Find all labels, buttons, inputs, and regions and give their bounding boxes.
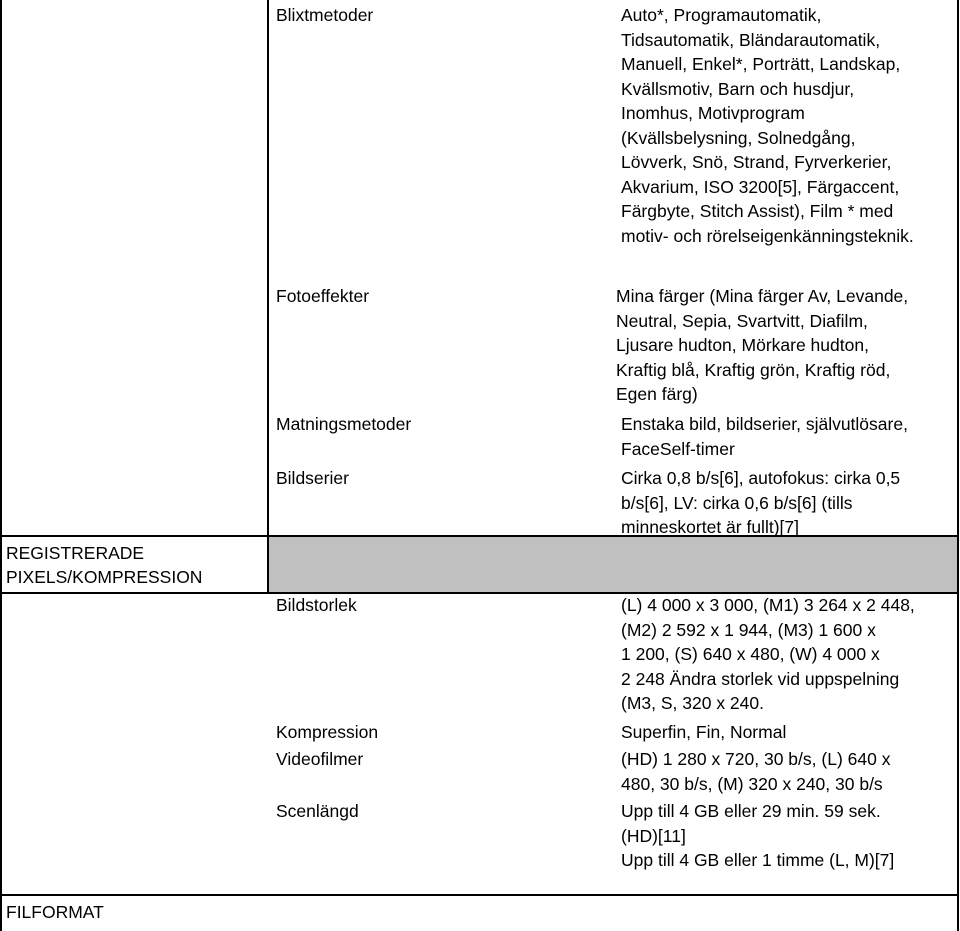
section-registrerade: REGISTRERADE PIXELS/KOMPRESSION	[6, 543, 203, 587]
label-bildstorlek: Bildstorlek	[276, 595, 357, 615]
value-bildstorlek: (L) 4 000 x 3 000, (M1) 3 264 x 2 448, (M2) 2 592 x 1 944, (M3) 1 600 x 1 200, (S) 640 x 480, (W) 4 000 x 2 248 Ändra storlek vid uppspelning (M3, S, 320 x 240.	[621, 595, 915, 713]
label-blixtmetoder: Blixtmetoder	[276, 5, 374, 25]
label-videofilmer: Videofilmer	[276, 749, 364, 769]
filformat-line-top	[0, 894, 959, 896]
table-border-left	[0, 0, 2, 931]
value-kompression: Superfin, Fin, Normal	[621, 722, 787, 742]
section-divider	[267, 535, 269, 594]
value-matningsmetoder: Enstaka bild, bildserier, självutlösare, FaceSelf-timer	[621, 414, 908, 459]
table-border-right	[957, 0, 959, 931]
section-filformat: FILFORMAT	[6, 902, 104, 922]
value-bildserier: Cirka 0,8 b/s[6], autofokus: cirka 0,5 b/s[6], LV: cirka 0,6 b/s[6] (tills minneskortet är fullt)[7]	[621, 468, 901, 537]
label-kompression: Kompression	[276, 722, 379, 742]
section-band	[269, 537, 957, 593]
label-bildserier: Bildserier	[276, 468, 349, 488]
value-videofilmer: (HD) 1 280 x 720, 30 b/s, (L) 640 x 480, 30 b/s, (M) 320 x 240, 30 b/s	[621, 749, 891, 794]
value-fotoeffekter: Mina färger (Mina färger Av, Levande, Neutral, Sepia, Svartvitt, Diafilm, Ljusare hudton, Mörkare hudton, Kraftig blå, Kraftig grön, Kraftig röd, Egen färg)	[616, 286, 909, 404]
value-scenlangd: Upp till 4 GB eller 29 min. 59 sek. (HD)[11] Upp till 4 GB eller 1 timme (L, M)[7]	[621, 801, 895, 870]
table-divider	[267, 0, 269, 536]
label-scenlangd: Scenlängd	[276, 801, 359, 821]
value-blixtmetoder: Auto*, Programautomatik, Tidsautomatik, Bländarautomatik, Manuell, Enkel*, Porträtt, Landskap, Kvällsmotiv, Barn och husdjur, Inomhus, Motivprogram (Kvällsbelysning, Solnedgång, Lövverk, Snö, Strand, Fyrverkerier, Akvarium, ISO 3200[5], Färgaccent, Färgbyte, Stitch Assist), Film * med motiv- och rörelseigenkänningsteknik.	[621, 5, 914, 246]
label-matningsmetoder: Matningsmetoder	[276, 414, 412, 434]
label-fotoeffekter: Fotoeffekter	[276, 286, 370, 306]
